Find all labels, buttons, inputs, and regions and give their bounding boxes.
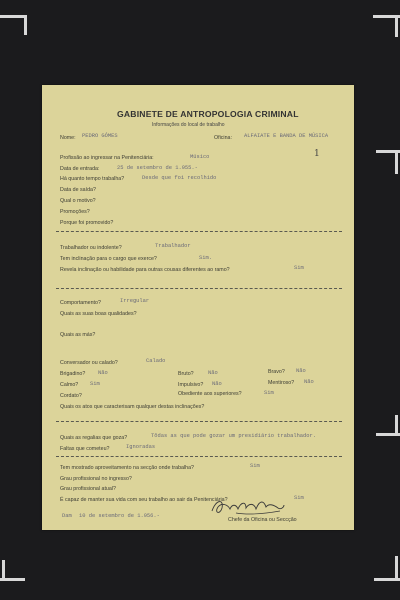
impulsivo-label: Impulsivo? <box>178 382 204 388</box>
promocoes-label: Promoções? <box>60 209 90 215</box>
handwritten-signature <box>208 495 286 517</box>
corner-mark-bottom-right-v <box>395 556 398 580</box>
footer-date-prefix: Dam <box>62 513 72 519</box>
corner-mark-top-right-v <box>395 15 398 37</box>
aproveitamento-label: Tem mostrado aproveitamento na secção onde trabalha? <box>60 465 194 471</box>
motivo-label: Qual o motivo? <box>60 198 96 204</box>
calmo-label: Calmo? <box>60 382 79 388</box>
bravo-value: Não <box>296 368 306 374</box>
data-saida-label: Data de saída? <box>60 187 96 193</box>
impulsivo-value: Não <box>212 381 222 387</box>
mas-qualidades-label: Quais as más? <box>60 332 96 338</box>
grau-atual-label: Grau profissional atual? <box>60 486 116 492</box>
mentiroso-value: Não <box>304 379 314 385</box>
capaz-value: Sim <box>294 495 304 501</box>
inclinacao-label: Tem inclinação para o cargo que exerce? <box>60 256 157 262</box>
mentiroso-label: Mentiroso? <box>268 380 295 386</box>
promovido-label: Porque foi promovido? <box>60 220 114 226</box>
footer-date: 10 de setembro de 1.956.- <box>79 513 160 519</box>
document-title: GABINETE DE ANTROPOLOGIA CRIMINAL <box>117 109 299 119</box>
chief-signature-label: Chefe da Oficina ou Seccção <box>228 517 297 523</box>
corner-mark-low-right-v <box>395 415 398 435</box>
profissao-label: Profissão ao ingressar na Penitenciária: <box>60 155 154 161</box>
document-sheet <box>42 85 354 530</box>
cordato-label: Cordato? <box>60 393 82 399</box>
section-divider-3 <box>56 421 342 422</box>
comportamento-value: Irregular <box>120 298 150 304</box>
caracterisam-label: Quais os atos que caracterisam qualquer destas inclinações? <box>60 404 205 410</box>
obediente-value: Sim <box>264 390 274 396</box>
bravo-label: Bravo? <box>268 369 285 375</box>
faltas-label: Faltas que cometeu? <box>60 446 110 452</box>
tempo-label: Há quanto tempo trabalha? <box>60 176 125 182</box>
corner-mark-top-left <box>0 15 26 18</box>
brigadino-value: Não <box>98 370 108 376</box>
oficina-value: ALFAIATE E BANDA DE MÚSICA <box>244 133 329 139</box>
margin-mark: 1 <box>314 149 320 159</box>
faltas-value: Ignoradas <box>126 444 156 450</box>
comportamento-label: Comportamento? <box>60 300 101 306</box>
section-divider-4 <box>56 456 342 457</box>
document-subtitle: Informações do local de trabalho <box>152 122 225 128</box>
nome-label: Nome: <box>60 135 76 141</box>
boas-qualidades-label: Quais as suas boas qualidades? <box>60 311 137 317</box>
habilidade-value: Sim <box>294 265 304 271</box>
grau-ingresso-label: Grau profissional no ingresso? <box>60 476 132 482</box>
regalias-value: Tôdas as que pode gozar um presidiário trabalhador. <box>151 433 316 439</box>
obediente-label: Obediente aos superiores? <box>178 391 242 397</box>
brigadino-label: Brigadino? <box>60 371 86 377</box>
section-divider-1 <box>56 231 342 232</box>
nome-value: PEDRO GÓMES <box>82 133 118 139</box>
trabalhador-value: Trabalhador <box>155 243 191 249</box>
trabalhador-label: Trabalhador ou indolente? <box>60 245 122 251</box>
calmo-value: Sim <box>90 381 100 387</box>
bruto-value: Não <box>208 370 218 376</box>
corner-mark-bottom-left-v <box>2 560 5 580</box>
habilidade-label: Revela inclinação ou habilidade para outras cousas diferentes ao ramo? <box>60 267 230 273</box>
corner-mark-top-left-v <box>24 15 27 35</box>
corner-mark-mid-right-v <box>395 150 398 174</box>
data-entrada-label: Data de entrada: <box>60 166 100 172</box>
profissao-value: Músico <box>190 154 210 160</box>
bruto-label: Bruto? <box>178 371 194 377</box>
regalias-label: Quais as regalias que goza? <box>60 435 128 441</box>
conversador-value: Calado <box>146 358 166 364</box>
oficina-label: Oficina: <box>214 135 232 141</box>
section-divider-2 <box>56 288 342 289</box>
inclinacao-value: Sim. <box>199 255 212 261</box>
tempo-value: Desde que foi recolhido <box>142 175 217 181</box>
aproveitamento-value: Sim <box>250 463 260 469</box>
capaz-label: É capaz de manter sua vida com seu trabalho ao sair da Penitenciária? <box>60 497 228 503</box>
data-entrada-value: 25 de setembro de 1.955.- <box>117 165 198 171</box>
conversador-label: Conversador ou calado? <box>60 360 118 366</box>
